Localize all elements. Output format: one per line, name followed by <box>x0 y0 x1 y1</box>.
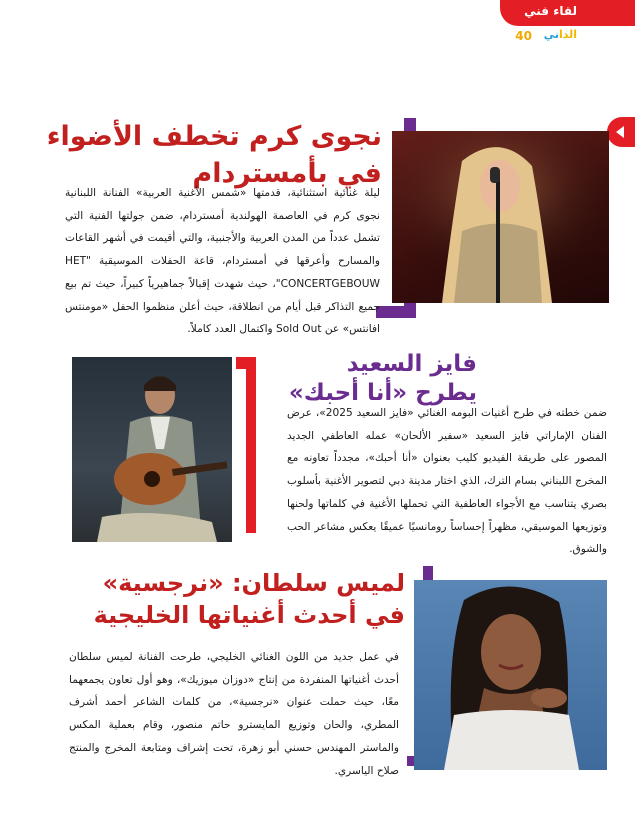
article3-title-line1: لميس سلطان: «نرجسية» <box>102 569 405 597</box>
article1-title-line2: في بأمستردام <box>192 158 382 189</box>
article2-title-line1: فايز السعيد <box>346 351 477 377</box>
article3-body: في عمل جديد من اللون الغنائي الخليجي، طرحت الفنانة لميس سلطان أحدث أغنياتها المنفردة من إنتاج «دوزان ميوزيك»، وهو أول تعاون يجمعهما معًا، حيث حملت عنوان «نرجسية»، من كلمات الشاعر أحمد أشرف المطري، والحان وتوزيع المايسترو حاتم منصور، وقام بعملية المكس والماستر المهندس حسني أبو زهرة، تحت إشراف ومتابعة المخرج والمنتج صلاح الياسري. <box>69 651 399 777</box>
article1-title <box>32 118 382 192</box>
page-number: 40 <box>515 29 532 43</box>
article3-title <box>25 567 405 631</box>
article3-photo <box>414 580 607 770</box>
article2-title <box>227 350 477 408</box>
article1-photo <box>392 131 609 303</box>
article2-photo <box>72 357 232 542</box>
article3-title-line2: في أحدث أغنياتها الخليجية <box>93 601 405 629</box>
section-title: لقاء فني <box>524 4 577 18</box>
magazine-logo: الداني <box>543 28 577 41</box>
singer-photo-icon <box>392 131 609 303</box>
article2-body: ضمن خطته في طرح أغنيات البومه الغنائي «فايز السعيد 2025»، عرض الفنان الإماراتي فايز السعيد «سفير الألحان» عمله العاطفي الجديد المصور على طريقة الفيديو كليب بعنوان «أنا أحبك»، مجدداً تعاونه مع المخرج اللبناني بسام الترك، الذي اختار مدينة دبي لتصوير الأغنية بأسلوب بصري يتناسب مع الأجواء العاطفية التي تحملها الأغنية في كلماتها ولحنها وتوزيعها الموسيقي، مظهراً إحساساً رومانسيًا عميقًا يعكس مشاعر الحب والشوق. <box>287 407 607 556</box>
article2-title-line2: يطرح «أنا أحبك» <box>288 380 477 406</box>
section-header <box>500 0 635 44</box>
portrait-photo-icon <box>414 580 607 770</box>
article1-title-line1: نجوى كرم تخطف الأضواء <box>46 121 382 152</box>
article1-body: ليلة غنائية استثنائية، قدمتها «شمس الأغنية العربية» الفنانة اللبنانية نجوى كرم في العاصمة الهولندية أمستردام، ضمن جولتها الفنية التي تشمل عدداً من المدن العربية والأجنبية، والتي أقيمت في أشهر القاعات والمسارح وأعرقها في أمستردام، قاعة الحفلات الموسيقية "HET CONCERTGEBOUW"، حيث شهدت إقبالاً جماهيرياً كبيراً، حيث تم بيع جميع التذاكر قبل أيام من انطلاقة، حيث أعلن منظموا الحفل «مومنتس افانتس» عن Sold Out واكتمال العدد كاملاً. <box>65 187 380 336</box>
guitarist-photo-icon <box>72 357 232 542</box>
page-arrow-icon <box>607 117 635 147</box>
